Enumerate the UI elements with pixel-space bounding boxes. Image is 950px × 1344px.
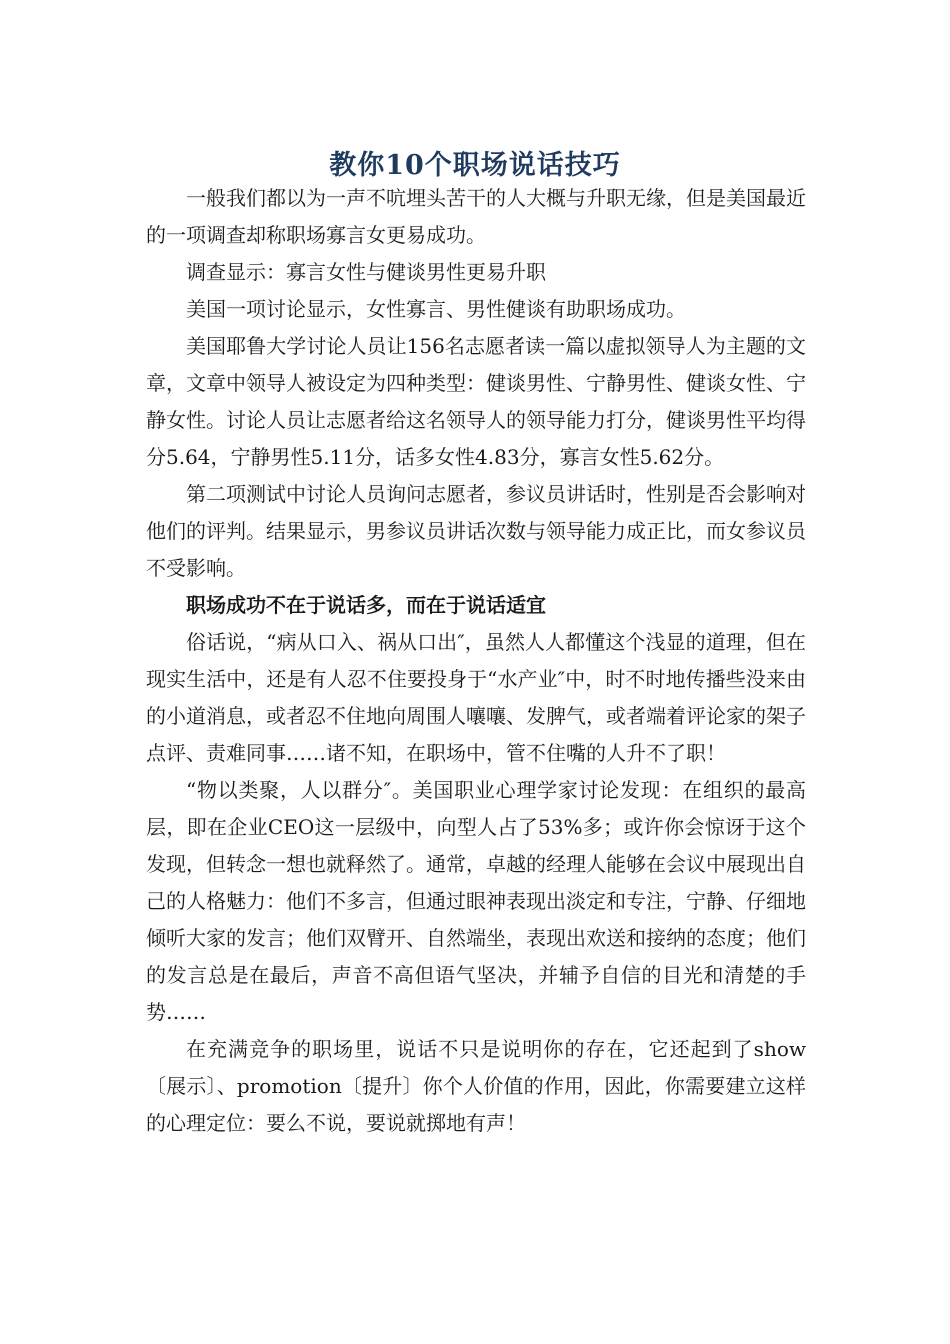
paragraph: 美国一项讨论显示，女性寡言、男性健谈有助职场成功。: [186, 297, 686, 321]
paragraph: 俗话说，“病从口入、祸从口出″，虽然人人都懂这个浅显的道理，但在现实生活中，还是有人忍不住要投身于“水产业″中，时不时地传播些没来由的小道消息，或者忍不住地向周围人嚷嚷、发脾气，或者端着评论家的架子点评、责难同事……诸不知，在职场中，管不住嘴的人升不了职！: [146, 630, 806, 765]
document-title: 教你10个职场说话技巧: [329, 150, 621, 182]
paragraph: “物以类聚，人以群分″。美国职业心理学家讨论发现：在组织的最高层，即在企业CEO这一层级中，向型人占了53%多；或许你会惊讶于这个发现，但转念一想也就释然了。通常，卓越的经理人能够在会议中展现出自己的人格魅力：他们不多言，但通过眼神表现出淡定和专注，宁静、仔细地倾听大家的发言；他们双臂开、自然端坐，表现出欢送和接纳的态度；他们的发言总是在最后，声音不高但语气坚决，并辅予自信的目光和清楚的手势……: [146, 778, 806, 1024]
paragraph: 美国耶鲁大学讨论人员让156名志愿者读一篇以虚拟领导人为主题的文章，文章中领导人被设定为四种类型：健谈男性、宁静男性、健谈女性、宁静女性。讨论人员让志愿者给这名领导人的领导能力打分，健谈男性平均得分5.64，宁静男性5.11分，话多女性4.83分，寡言女性5.62分。: [146, 334, 806, 469]
paragraph: 调查显示：寡言女性与健谈男性更易升职: [186, 260, 546, 284]
paragraph: 在充满竞争的职场里，说话不只是说明你的存在，它还起到了show〔展示〕、promotion〔提升〕你个人价值的作用，因此，你需要建立这样的心理定位：要么不说，要说就掷地有声！: [146, 1037, 806, 1135]
paragraph: 一般我们都以为一声不吭埋头苦干的人大概与升职无缘，但是美国最近的一项调查却称职场寡言女更易成功。: [146, 186, 806, 247]
section-heading: 职场成功不在于说话多，而在于说话适宜: [186, 593, 546, 617]
document-body: [146, 180, 806, 1142]
paragraph: 第二项测试中讨论人员询问志愿者，参议员讲话时，性别是否会影响对他们的评判。结果显示，男参议员讲话次数与领导能力成正比，而女参议员不受影响。: [146, 482, 806, 580]
